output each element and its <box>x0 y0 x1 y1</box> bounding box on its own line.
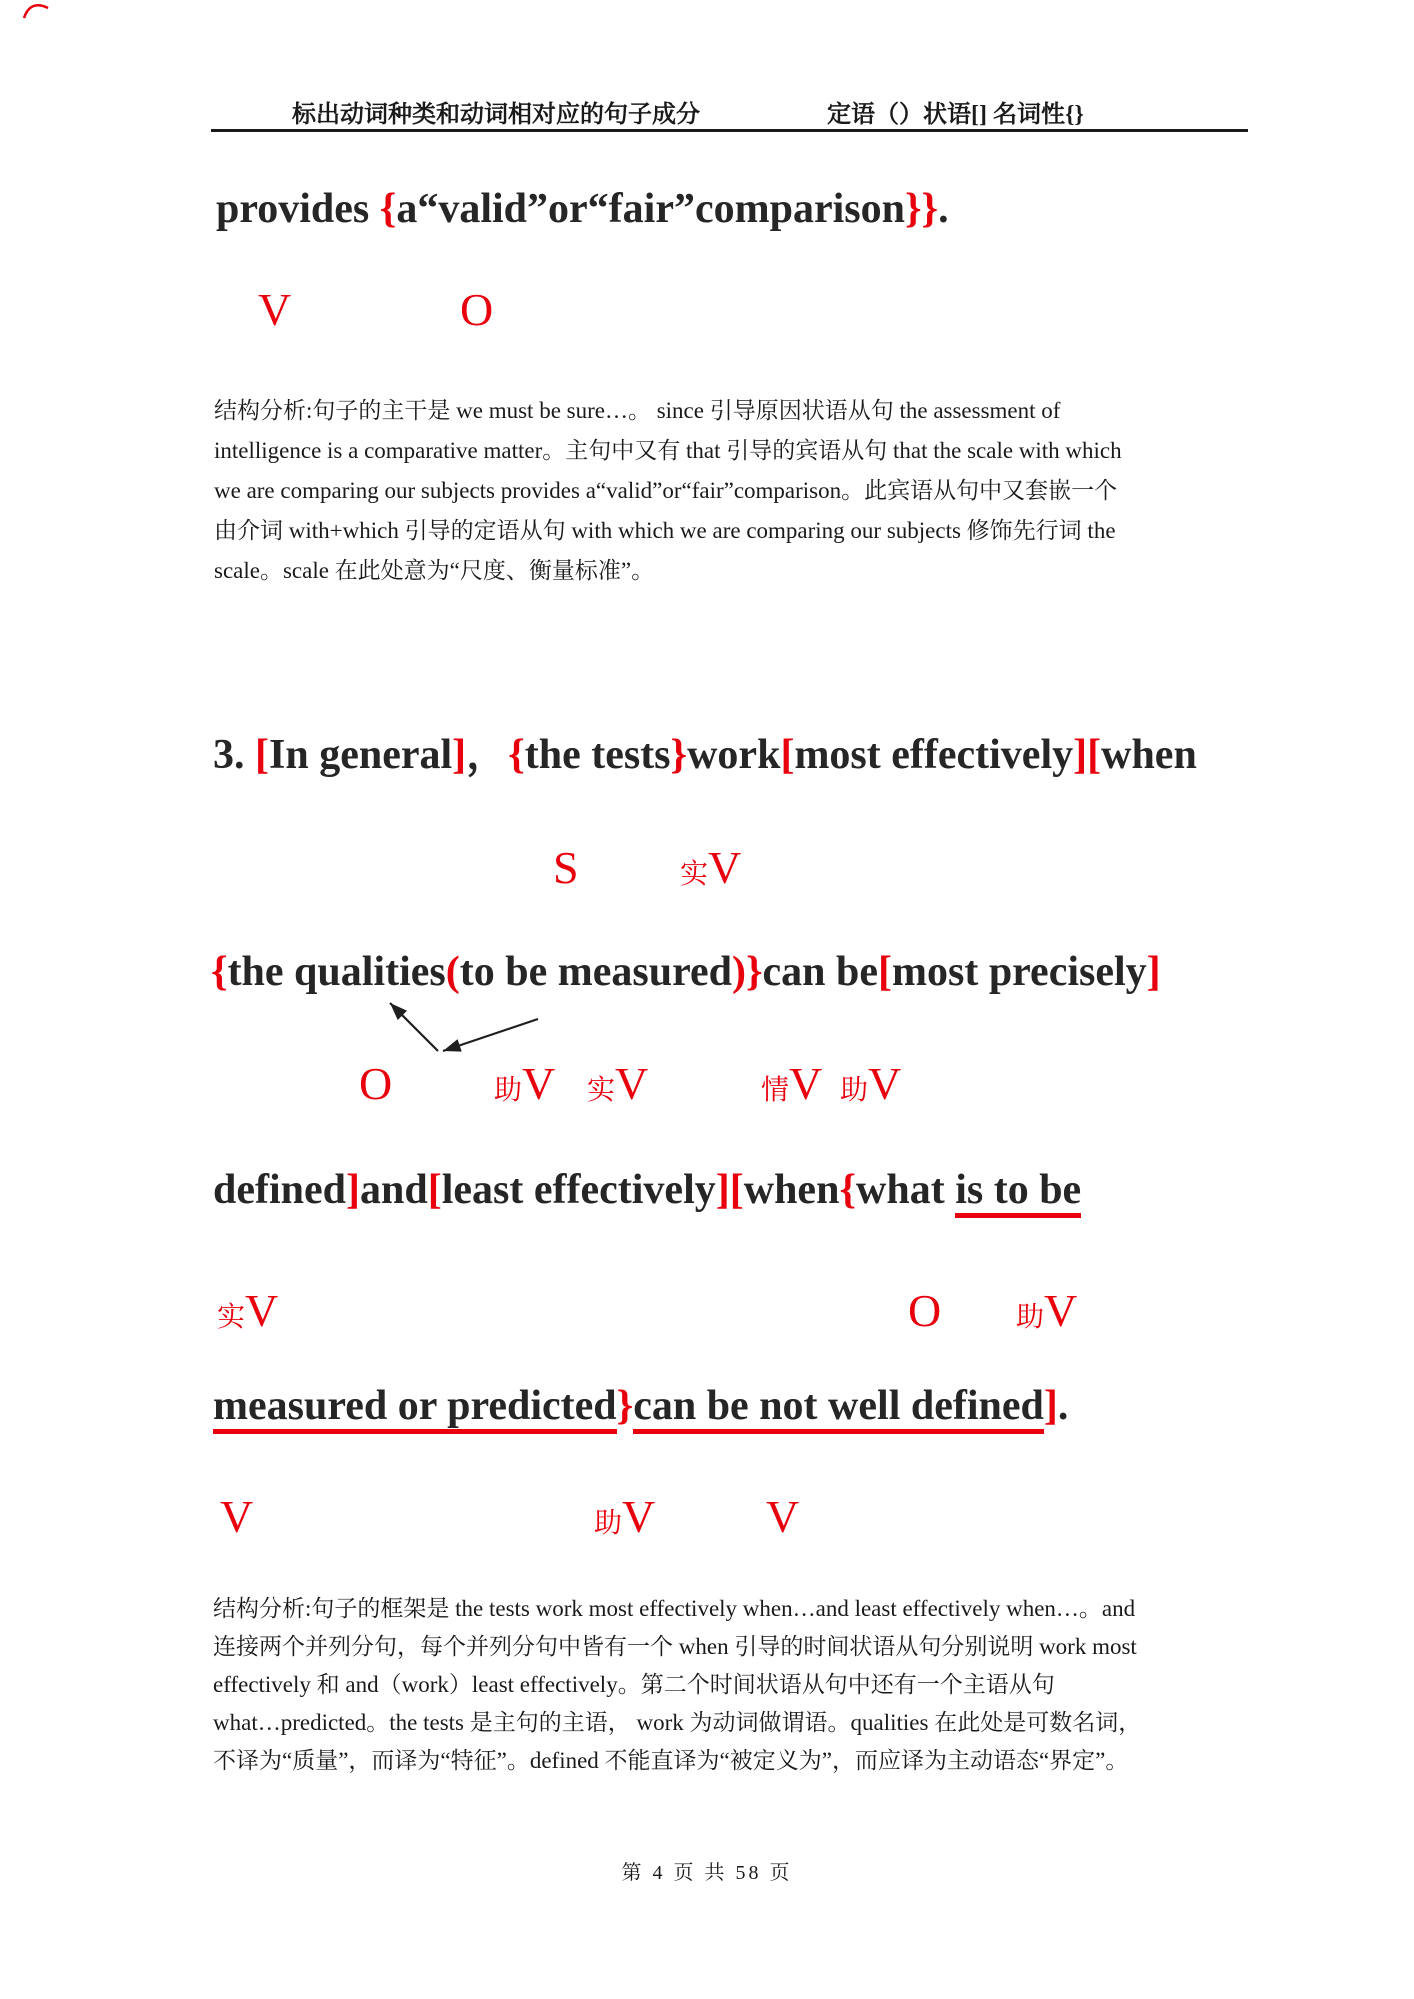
sentence-3-line-3: defined]and[least effectively][when{what is to be <box>213 1166 1081 1218</box>
grammar-label-o: O <box>460 284 494 335</box>
grammar-label-v: V <box>258 284 292 335</box>
grammar-label-shi-v: 实V <box>587 1058 649 1109</box>
analysis-paragraph-2 <box>214 391 1122 591</box>
analysis-line: scale。scale 在此处意为“尺度、衡量标准”。 <box>214 558 655 583</box>
analysis-line: 不译为“质量”，而译为“特征”。defined 不能直译为“被定义为”，而应译为主动语态“界定”。 <box>213 1748 1129 1773</box>
header-left-label: 标出动词种类和动词相对应的句子成分 <box>292 102 700 128</box>
grammar-label-o: O <box>359 1058 393 1109</box>
grammar-label-qing-v: 情V <box>761 1058 823 1109</box>
sentence-2-tail-line: provides {a“valid”or“fair”comparison}}. <box>216 186 949 232</box>
grammar-label-zhu-v: 助V <box>594 1491 656 1542</box>
analysis-line: effectively 和 and（work）least effectively。第二个时间状语从句中还有一个主语从句 <box>213 1672 1055 1697</box>
analysis-line: intelligence is a comparative matter。主句中又有 that 引导的宾语从句 that the scale with which <box>214 438 1122 463</box>
grammar-label-v: V <box>766 1491 800 1542</box>
grammar-label-s: S <box>553 842 579 893</box>
grammar-label-o: O <box>908 1285 942 1336</box>
pointer-arrows-icon <box>375 993 555 1063</box>
grammar-label-v: V <box>220 1491 254 1542</box>
grammar-label-zhu-v: 助V <box>494 1058 556 1109</box>
header-right-label: 定语（）状语[] 名词性{} <box>827 102 1084 128</box>
sentence-3-line-4: measured or predicted}can be not well defined]. <box>213 1382 1068 1434</box>
analysis-line: 结构分析:句子的主干是 we must be sure…。 since 引导原因状语从句 the assessment of <box>214 398 1061 423</box>
grammar-label-zhu-v: 助V <box>1016 1285 1078 1336</box>
page-number: 第 4 页 共 58 页 <box>621 1862 793 1884</box>
grammar-label-shi-v: 实V <box>217 1285 279 1336</box>
analysis-line: we are comparing our subjects provides a“valid”or“fair”comparison。此宾语从句中又套嵌一个 <box>214 478 1118 503</box>
sentence-3-line-1: 3. [In general]，{the tests}work[most effectively][when <box>213 732 1197 778</box>
grammar-label-shi-v: 实V <box>680 842 742 893</box>
analysis-paragraph-3 <box>213 1590 1141 1780</box>
grammar-label-zhu-v: 助V <box>840 1058 902 1109</box>
sentence-3-line-2: {the qualities(to be measured)}can be[most precisely] <box>211 949 1161 995</box>
analysis-line: what…predicted。the tests 是主句的主语， work 为动词做谓语。qualities 在此处是可数名词， <box>213 1710 1142 1735</box>
analysis-line: 由介词 with+which 引导的定语从句 with which we are comparing our subjects 修饰先行词 the <box>214 518 1116 543</box>
analysis-line: 结构分析:句子的框架是 the tests work most effectively when…and least effectively when…。and <box>213 1596 1136 1621</box>
analysis-line: 连接两个并列分句，每个并列分句中皆有一个 when 引导的时间状语从句分别说明 work most <box>213 1634 1137 1659</box>
header-rule <box>211 129 1248 132</box>
corner-annotation-icon <box>20 0 54 22</box>
